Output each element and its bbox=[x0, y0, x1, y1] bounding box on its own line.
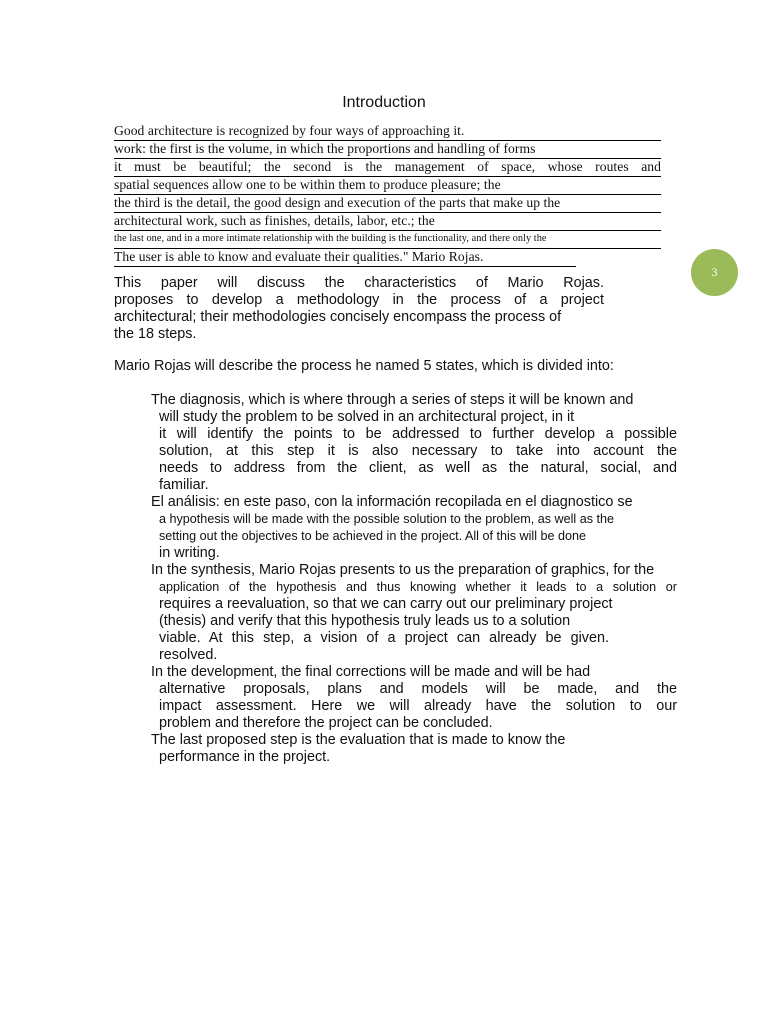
list-item bbox=[137, 392, 677, 494]
quote-line: the last one, and in a more intimate relationship with the building is the functionality, and there only the bbox=[114, 231, 661, 249]
intro-paragraph bbox=[114, 275, 604, 343]
item-line: viable. At this step, a vision of a project can already be given. bbox=[159, 630, 609, 646]
page-number-badge: 3 bbox=[691, 249, 738, 296]
quote-line: the third is the detail, the good design and execution of the parts that make up the bbox=[114, 195, 661, 213]
list-item bbox=[137, 494, 677, 562]
item-line: solution, at this step it is also necessary to take into account the bbox=[159, 443, 677, 459]
item-line: familiar. bbox=[159, 477, 209, 493]
list-item bbox=[137, 664, 677, 732]
item-line: will study the problem to be solved in an architectural project, in it bbox=[159, 409, 575, 425]
item-line: performance in the project. bbox=[159, 749, 331, 765]
quote-line: spatial sequences allow one to be within them to produce pleasure; the bbox=[114, 177, 661, 195]
quote-block bbox=[114, 123, 661, 267]
item-first-line: The diagnosis, which is where through a series of steps it will be known and bbox=[151, 392, 634, 408]
item-line: problem and therefore the project can be concluded. bbox=[159, 715, 493, 731]
item-line: a hypothesis will be made with the possible solution to the problem, as well as the bbox=[159, 512, 615, 526]
quote-line: architectural work, such as finishes, details, labor, etc.; the bbox=[114, 213, 661, 231]
item-line: needs to address from the client, as well as the natural, social, and bbox=[159, 460, 677, 476]
item-line: resolved. bbox=[159, 647, 218, 663]
item-line: requires a reevaluation, so that we can carry out our preliminary project bbox=[159, 596, 613, 612]
paragraph-line: the 18 steps. bbox=[114, 326, 197, 342]
item-line: setting out the objectives to be achieved in the project. All of this will be done bbox=[159, 529, 587, 543]
paragraph-line: proposes to develop a methodology in the process of a project bbox=[114, 292, 604, 308]
item-first-line: El análisis: en este paso, con la información recopilada en el diagnostico se bbox=[151, 494, 633, 510]
states-intro-paragraph: Mario Rojas will describe the process he named 5 states, which is divided into: bbox=[114, 358, 614, 374]
process-steps-list bbox=[137, 392, 677, 766]
item-line: impact assessment. Here we will already have the solution to our bbox=[159, 698, 677, 714]
quote-line: The user is able to know and evaluate their qualities." Mario Rojas. bbox=[114, 249, 576, 267]
paragraph-line: This paper will discuss the characteristics of Mario Rojas. bbox=[114, 275, 604, 291]
list-item bbox=[137, 562, 677, 664]
item-line: it will identify the points to be addressed to further develop a possible bbox=[159, 426, 677, 442]
paragraph-line: architectural; their methodologies concisely encompass the process of bbox=[114, 309, 562, 325]
item-line: alternative proposals, plans and models will be made, and the bbox=[159, 681, 677, 697]
item-first-line: The last proposed step is the evaluation that is made to know the bbox=[151, 732, 566, 748]
item-line: (thesis) and verify that this hypothesis truly leads us to a solution bbox=[159, 613, 571, 629]
quote-line: Good architecture is recognized by four ways of approaching it. bbox=[114, 123, 661, 141]
quote-line: work: the first is the volume, in which the proportions and handling of forms bbox=[114, 141, 661, 159]
page-title: Introduction bbox=[342, 94, 426, 111]
quote-line: it must be beautiful; the second is the management of space, whose routes and bbox=[114, 159, 661, 177]
item-line: application of the hypothesis and thus knowing whether it leads to a solution or bbox=[159, 580, 677, 594]
item-first-line: In the synthesis, Mario Rojas presents to us the preparation of graphics, for the bbox=[151, 562, 655, 578]
item-line: in writing. bbox=[159, 545, 220, 561]
list-item bbox=[137, 732, 677, 766]
item-first-line: In the development, the final corrections will be made and will be had bbox=[151, 664, 591, 680]
